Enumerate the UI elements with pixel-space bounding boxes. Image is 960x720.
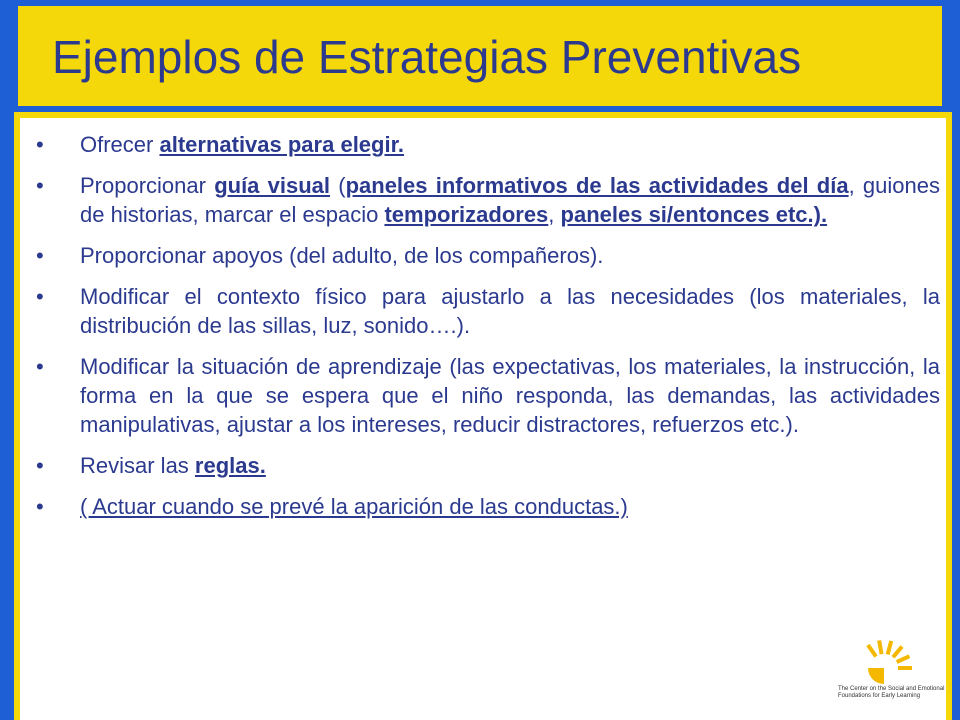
bullet-marker: • — [36, 173, 44, 198]
bullet-marker: • — [36, 132, 44, 157]
bullet-marker: • — [36, 354, 44, 379]
slide-title: Ejemplos de Estrategias Preventivas — [52, 31, 802, 83]
bullet-item-rules — [36, 451, 940, 480]
bullet-marker: • — [36, 453, 44, 478]
link-act-when-expected[interactable]: ( Actuar cuando se prevé la aparición de las conductas.) — [80, 494, 628, 519]
bullet-text: ( — [330, 173, 346, 198]
bullet-item-learning-situation — [36, 352, 940, 439]
bullet-item-physical-context — [36, 282, 940, 340]
bullet-marker: • — [36, 243, 44, 268]
sun-logo-icon — [844, 638, 924, 688]
bullet-list — [36, 130, 940, 533]
csefel-logo — [836, 638, 946, 714]
link-timers[interactable]: temporizadores — [384, 202, 549, 227]
bullet-text: Modificar el contexto físico para ajustarlo a las necesidades (los materiales, la distribución de las sillas, luz, sonido….). — [80, 284, 940, 338]
content-panel — [20, 118, 946, 720]
bullet-item-alternatives — [36, 130, 940, 159]
bullet-item-supports — [36, 241, 940, 270]
bullet-item-act — [36, 492, 940, 521]
bullet-text: Ofrecer — [80, 132, 160, 157]
link-visual-guide[interactable]: guía visual — [214, 173, 331, 198]
bullet-item-visual-guide — [36, 171, 940, 229]
logo-caption: The Center on the Social and Emotional Foundations for Early Learning — [838, 686, 945, 699]
link-alternatives[interactable]: alternativas para elegir. — [159, 132, 405, 157]
bullet-text: Modificar la situación de aprendizaje (las expectativas, los materiales, la instrucción, la forma en la que se espera que el niño responda, las demandas, las actividades manipulativas, ajustar a los intereses, reducir distractores, refuerzos etc.). — [80, 354, 940, 437]
bullet-text: , guiones de historias, marcar el espacio — [80, 173, 940, 227]
link-if-then-panels[interactable]: paneles si/entonces etc.). — [560, 202, 828, 227]
bullet-text: , — [548, 202, 561, 227]
link-info-panels[interactable]: paneles informativos de las actividades del día — [345, 173, 849, 198]
bullet-marker: • — [36, 284, 44, 309]
link-rules[interactable]: reglas. — [194, 453, 266, 478]
bullet-marker: • — [36, 494, 44, 519]
bullet-text: Revisar las — [80, 453, 195, 478]
bullet-text: Proporcionar apoyos (del adulto, de los compañeros). — [80, 243, 604, 268]
bullet-text: Proporcionar — [80, 173, 215, 198]
content-frame — [14, 112, 952, 720]
sun-half-disc — [868, 668, 884, 684]
